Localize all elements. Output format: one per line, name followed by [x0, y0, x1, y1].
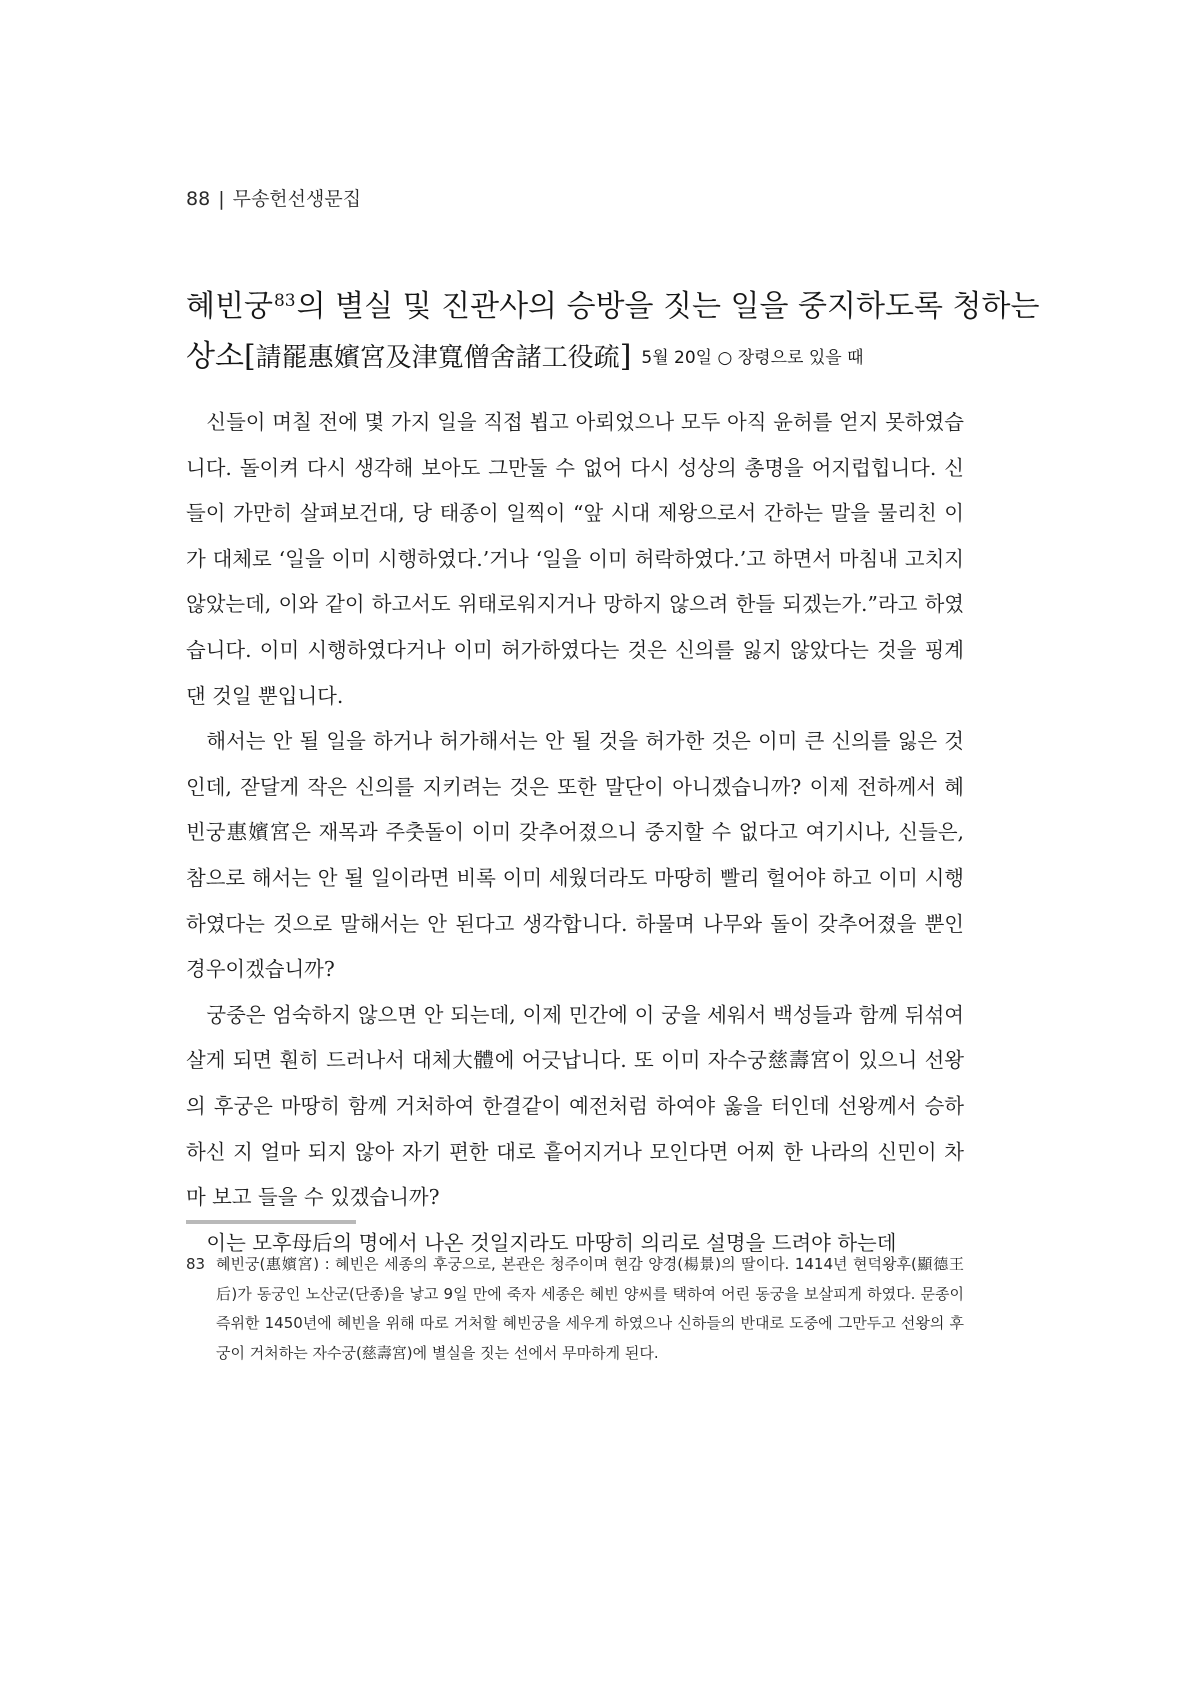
footnote-number: 83 — [186, 1255, 206, 1273]
footnote-text: 혜빈궁(惠嬪宮) : 혜빈은 세종의 후궁으로, 본관은 청주이며 현감 양경(楊景)의 딸이다. 1414년 현덕왕후(顯德王后)가 동궁인 노산군(단종)을 낳고 9일 만에 죽자 세종은 혜빈 양씨를 택하여 어린 동궁을 보살피게 하였다. 문종이 즉위한 1450년에 혜빈을 위해 따로 거처할 혜빈궁을 세우게 하였으나 신하들의 반대로 도중에 그만두고 선왕의 후궁이 거처하는 자수궁(慈壽宮)에 별실을 짓는 선에서 무마하게 된다. — [216, 1255, 964, 1362]
article-title — [186, 276, 1040, 383]
title-line-2 — [186, 332, 966, 383]
title-suffix: ] — [619, 339, 632, 374]
title-text-1b: 의 별실 및 진관사의 승방을 짓는 일을 중지하도록 청하는 — [296, 289, 1040, 324]
running-head — [186, 184, 361, 211]
body-text — [186, 400, 964, 1266]
footnote-ref: 83 — [273, 291, 296, 311]
paragraph: 해서는 안 될 일을 하거나 허가해서는 안 될 것을 허가한 것은 이미 큰 신의를 잃은 것인데, 잗달게 작은 신의를 지키려는 것은 또한 말단이 아니겠습니까? 이제 전하께서 혜빈궁惠嬪宮은 재목과 주춧돌이 이미 갖추어졌으니 중지할 수 없다고 여기시나, 신들은, 참으로 해서는 안 될 일이라면 비록 이미 세웠더라도 마땅히 빨리 헐어야 하고 이미 시행하였다는 것으로 말해서는 안 된다고 생각합니다. 하물며 나무와 돌이 갖추어졌을 뿐인 경우이겠습니까? — [186, 729, 964, 982]
running-head-separator: | — [218, 188, 225, 210]
book-title: 무송헌선생문집 — [232, 188, 362, 210]
title-line-1 — [186, 276, 1040, 332]
paragraph: 이는 모후母后의 명에서 나온 것일지라도 마땅히 의리로 설명을 드려야 하는데 — [206, 1230, 897, 1255]
paragraph: 궁중은 엄숙하지 않으면 안 되는데, 이제 민간에 이 궁을 세워서 백성들과 함께 뒤섞여 살게 되면 훤히 드러나서 대체大體에 어긋납니다. 또 이미 자수궁慈壽宮이 있으니 선왕의 후궁은 마땅히 함께 거처하여 한결같이 예전처럼 하여야 옳을 터인데 선왕께서 승하하신 지 얼마 되지 않아 자기 편한 대로 흩어지거나 모인다면 어찌 한 나라의 신민이 차마 보고 들을 수 있겠습니까? — [186, 1002, 964, 1210]
title-hanja: 請罷惠嬪宮及津寬僧舍諸工役疏 — [255, 343, 620, 373]
title-prefix: 상소[ — [186, 339, 256, 374]
paragraph: 신들이 며칠 전에 몇 가지 일을 직접 뵙고 아뢰었으나 모두 아직 윤허를 얻지 못하였습니다. 돌이켜 다시 생각해 보아도 그만둘 수 없어 다시 성상의 총명을 어지럽힙니다. 신들이 가만히 살펴보건대, 당 태종이 일찍이 “앞 시대 제왕으로서 간하는 말을 물리친 이가 대체로 ‘일을 이미 시행하였다.’거나 ‘일을 이미 허락하였다.’고 하면서 마침내 고치지 않았는데, 이와 같이 하고서도 위태로워지거나 망하지 않으려 한들 되겠는가.”라고 하였습니다. 이미 시행하였다거나 이미 허가하였다는 것은 신의를 잃지 않았다는 것을 핑계 댄 것일 뿐입니다. — [186, 410, 964, 708]
title-text-1a: 혜빈궁 — [186, 289, 273, 324]
date-note: 5월 20일 ○ 장령으로 있을 때 — [641, 348, 864, 368]
footnote — [186, 1250, 964, 1368]
page-number: 88 — [186, 188, 211, 210]
footnote-divider — [186, 1220, 356, 1224]
